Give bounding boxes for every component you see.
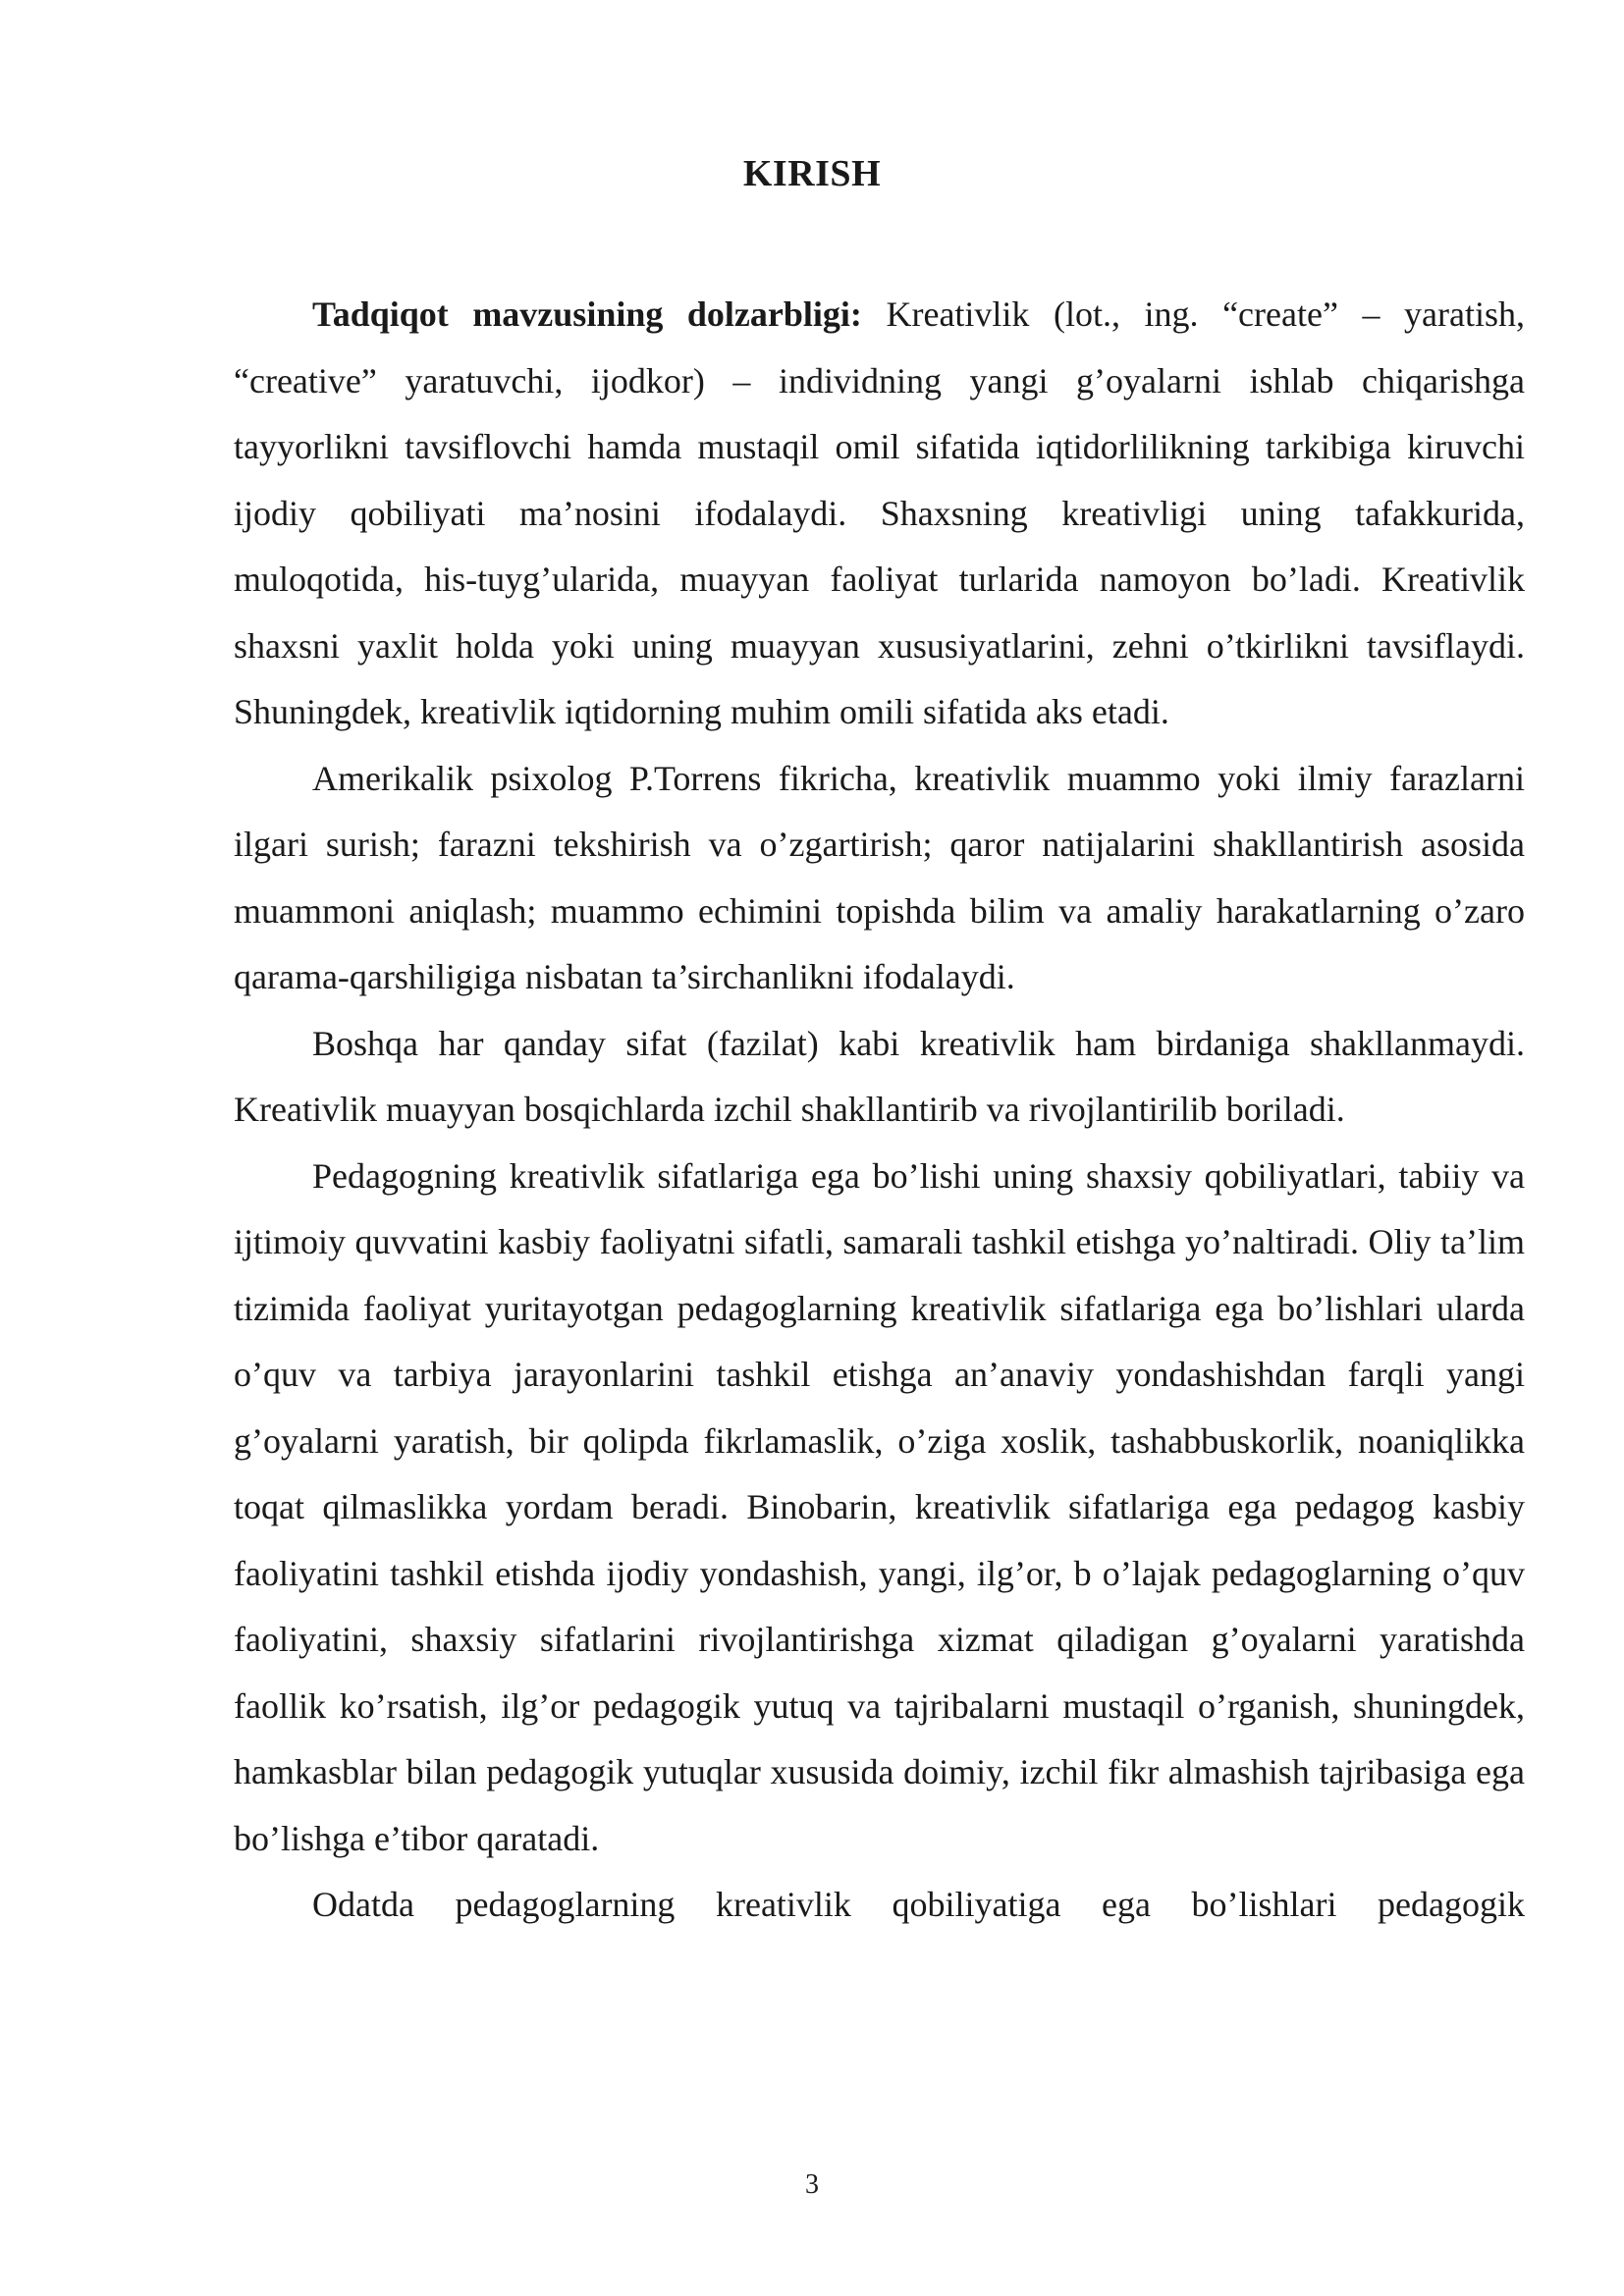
paragraph-text: Kreativlik (lot., ing. “create” – yaratish, “creative” yaratuvchi, ijodkor) – individning yangi g’oyalarni ishlab chiqarishga tayyorlikni tavsiflovchi hamda mustaqil omil sifatida iqtidorlilikning tarkibiga kiruvchi ijodiy qobiliyati ma’nosini ifodalaydi. Shaxsning kreativligi uning tafakkurida, muloqotida, his-tuyg’ularida, muayyan faoliyat turlarida namoyon bo’ladi. Kreativlik shaxsni yaxlit holda yoki uning muayyan xususiyatlarini, zehni o’tkirlikni tavsiflaydi. Shuningdek, kreativlik iqtidorning muhim omili sifatida aks etadi. [234,294,1526,731]
section-heading: KIRISH [742,153,882,194]
paragraph-pedagogue: Pedagogning kreativlik sifatlariga ega bo’lishi uning shaxsiy qobiliyatlari, tabiiy va ijtimoiy quvvatini kasbiy faoliyatni sifatli, samarali tashkil etishga yo’naltiradi. Oliy ta’lim tizimida faoliyat yuritayotgan pedagoglarning kreativlik sifatlariga ega bo’lishlari ularda o’quv va tarbiya jarayonlarini tashkil etishga an’anaviy yondashishdan farqli yangi g’oyalarni yaratish, bir qolipda fikrlamaslik, o’ziga xoslik, tashabbuskorlik, noaniqlikka toqat qilmaslikka yordam beradi. Binobarin, kreativlik sifatlariga ega pedagog kasbiy faoliyatini tashkil etishda ijodiy yondashish, yangi, ilg’or, b o’lajak pedagoglarning o’quv faoliyatini, shaxsiy sifatlarini rivojlantirishga xizmat qiladigan g’oyalarni yaratishda faollik ko’rsatish, ilg’or pedagogik yutuq va tajribalarni mustaqil o’rganish, shuningdek, hamkasblar bilan pedagogik yutuqlar xususida doimiy, izchil fikr almashish tajribasiga ega bo’lishga e’tibor qaratadi. [234,1155,1525,1858]
paragraph-continued: Odatda pedagoglarning kreativlik qobiliyatiga ega bo’lishlari pedagogik [312,1885,1525,1924]
paragraph-torrens: Amerikalik psixolog P.Torrens fikricha, kreativlik muammo yoki ilmiy farazlarni ilgari surish; farazni tekshirish va o’zgartirish; qaror natijalarini shakllantirish asosida muammoni aniqlash; muammo echimini topishda bilim va amaliy harakatlarning o’zaro qarama-qarshiligiga nisbatan ta’sirchanlikni ifodalaydi. [234,758,1525,996]
page-number: 3 [805,2169,819,2200]
paragraph-lead: Tadqiqot mavzusining dolzarbligi: [312,294,862,334]
paragraph-formation: Boshqa har qanday sifat (fazilat) kabi kreativlik ham birdaniga shakllanmaydi. Kreativlik muayyan bosqichlarda izchil shakllantirib va rivojlantirilib boriladi. [234,1023,1525,1129]
body-text [234,282,1525,1939]
paragraph-relevance [234,282,1525,746]
